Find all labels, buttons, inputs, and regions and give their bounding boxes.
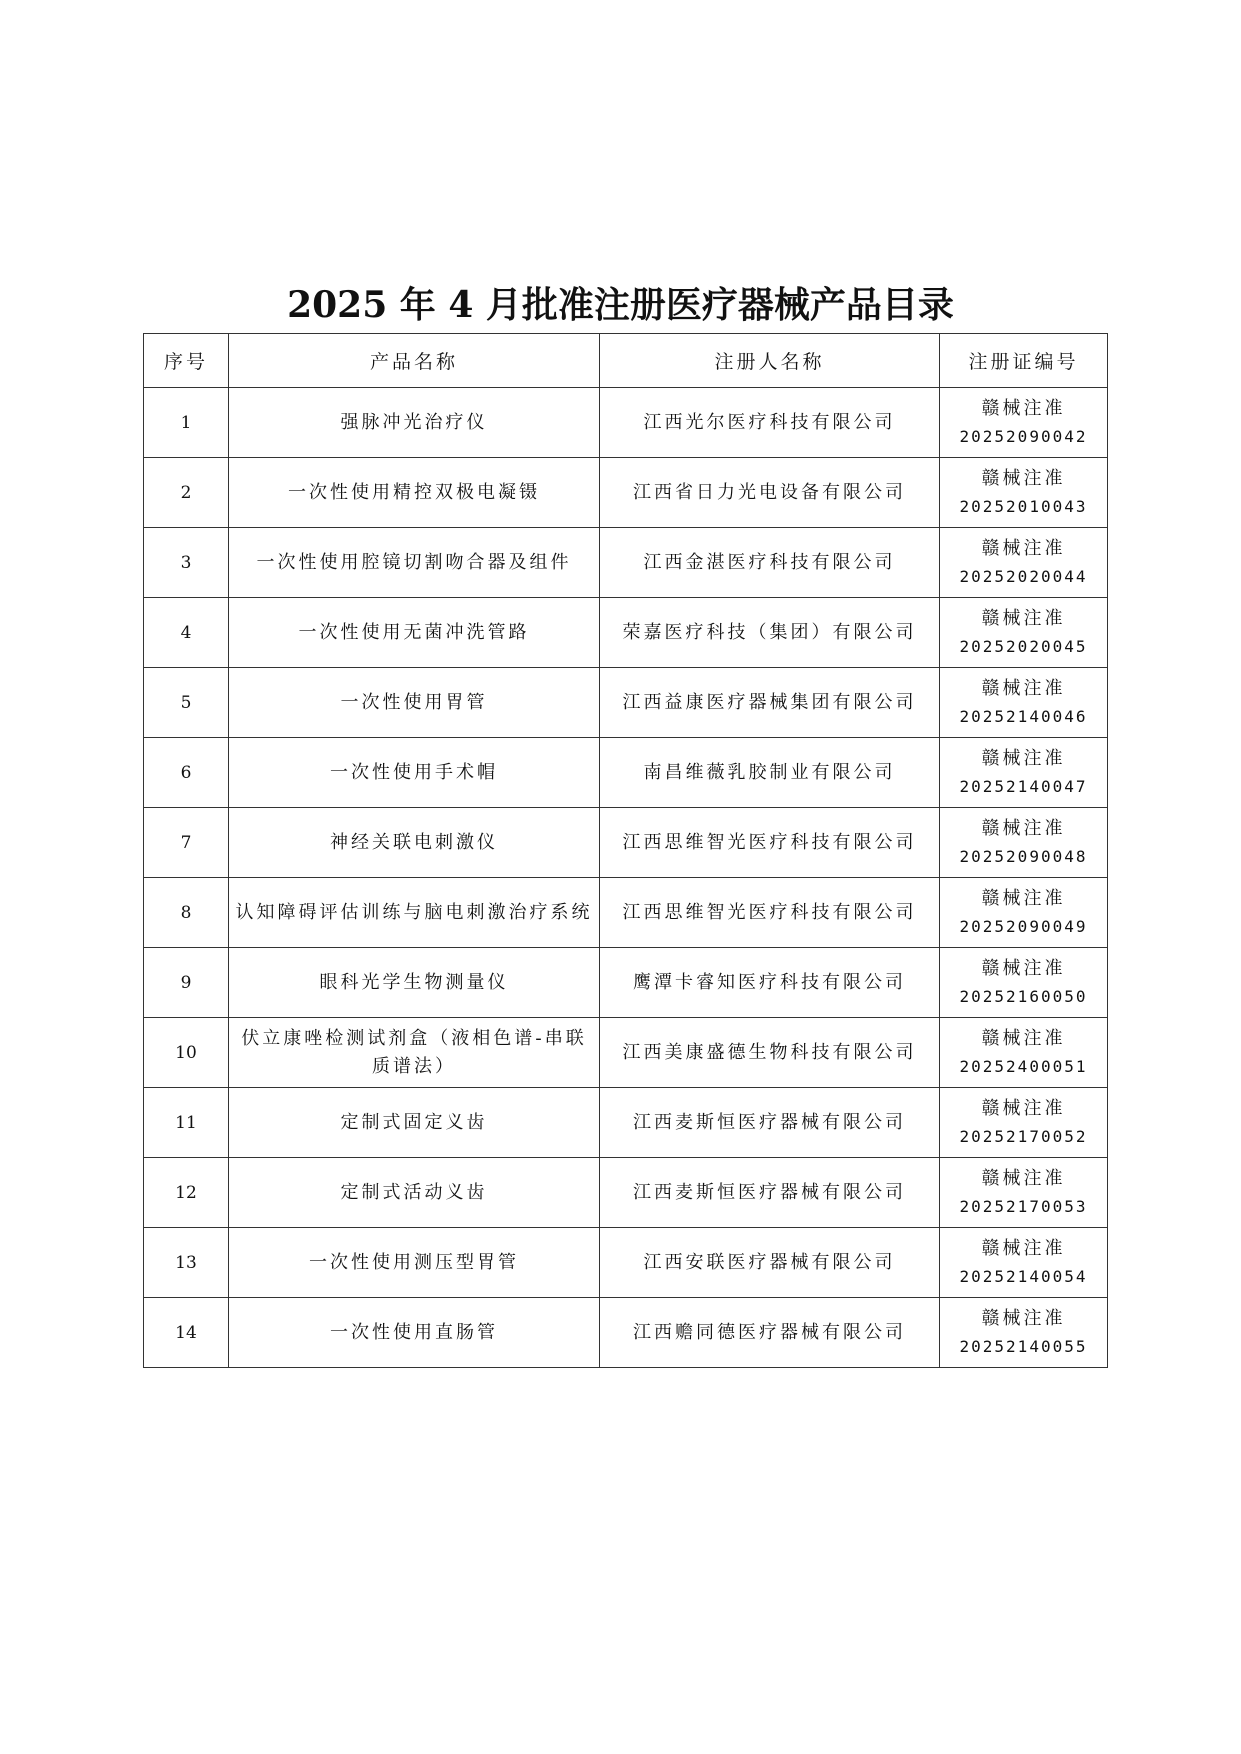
certificate-number: 20252400051	[959, 1056, 1088, 1076]
cell-registrant-name: 江西思维智光医疗科技有限公司	[600, 878, 940, 948]
table-row	[144, 738, 1108, 808]
page-title: 2025 年 4 月批准注册医疗器械产品目录	[287, 284, 954, 326]
cell-certificate-number	[940, 458, 1108, 528]
certificate-prefix: 赣械注准	[981, 1167, 1066, 1189]
table-row	[144, 388, 1108, 458]
certificate-prefix: 赣械注准	[981, 1027, 1066, 1049]
certificate-number: 20252140054	[959, 1266, 1088, 1286]
cell-serial-number: 12	[144, 1158, 229, 1228]
table-header-row	[144, 334, 1108, 388]
certificate-number: 20252010043	[959, 496, 1088, 516]
certificate-prefix: 赣械注准	[981, 607, 1066, 629]
cell-certificate-number	[940, 388, 1108, 458]
table-row	[144, 1088, 1108, 1158]
product-catalog-table	[143, 333, 1108, 1368]
cell-product-name: 认知障碍评估训练与脑电刺激治疗系统	[229, 878, 600, 948]
cell-registrant-name: 江西麦斯恒医疗器械有限公司	[600, 1088, 940, 1158]
header-serial-number: 序号	[144, 334, 229, 388]
table-row	[144, 948, 1108, 1018]
cell-registrant-name: 南昌维薇乳胶制业有限公司	[600, 738, 940, 808]
cell-certificate-number	[940, 528, 1108, 598]
certificate-number: 20252160050	[959, 986, 1088, 1006]
table-body	[144, 388, 1108, 1368]
table-row	[144, 1158, 1108, 1228]
cell-product-name: 一次性使用手术帽	[229, 738, 600, 808]
cell-registrant-name: 江西安联医疗器械有限公司	[600, 1228, 940, 1298]
cell-serial-number: 14	[144, 1298, 229, 1368]
cell-product-name: 一次性使用测压型胃管	[229, 1228, 600, 1298]
table-row	[144, 808, 1108, 878]
cell-serial-number: 3	[144, 528, 229, 598]
header-product-name: 产品名称	[229, 334, 600, 388]
cell-product-name: 神经关联电刺激仪	[229, 808, 600, 878]
table-row	[144, 1228, 1108, 1298]
cell-serial-number: 9	[144, 948, 229, 1018]
cell-product-name: 一次性使用精控双极电凝镊	[229, 458, 600, 528]
cell-serial-number: 4	[144, 598, 229, 668]
header-certificate-number: 注册证编号	[940, 334, 1108, 388]
cell-serial-number: 5	[144, 668, 229, 738]
cell-registrant-name: 荣嘉医疗科技（集团）有限公司	[600, 598, 940, 668]
cell-registrant-name: 江西赡同德医疗器械有限公司	[600, 1298, 940, 1368]
cell-serial-number: 10	[144, 1018, 229, 1088]
cell-certificate-number	[940, 738, 1108, 808]
table-row	[144, 528, 1108, 598]
certificate-prefix: 赣械注准	[981, 537, 1066, 559]
cell-certificate-number	[940, 1228, 1108, 1298]
certificate-number: 20252090049	[959, 916, 1088, 936]
cell-registrant-name: 江西光尔医疗科技有限公司	[600, 388, 940, 458]
certificate-number: 20252090048	[959, 846, 1088, 866]
cell-registrant-name: 江西思维智光医疗科技有限公司	[600, 808, 940, 878]
certificate-number: 20252170052	[959, 1126, 1088, 1146]
cell-serial-number: 1	[144, 388, 229, 458]
cell-product-name: 定制式固定义齿	[229, 1088, 600, 1158]
cell-certificate-number	[940, 1298, 1108, 1368]
cell-product-name: 一次性使用胃管	[229, 668, 600, 738]
cell-certificate-number	[940, 808, 1108, 878]
cell-product-name: 一次性使用无菌冲洗管路	[229, 598, 600, 668]
cell-certificate-number	[940, 1158, 1108, 1228]
cell-serial-number: 11	[144, 1088, 229, 1158]
table-row	[144, 668, 1108, 738]
cell-product-name: 强脉冲光治疗仪	[229, 388, 600, 458]
cell-registrant-name: 江西益康医疗器械集团有限公司	[600, 668, 940, 738]
header-registrant-name: 注册人名称	[600, 334, 940, 388]
cell-certificate-number	[940, 948, 1108, 1018]
certificate-number: 20252020044	[959, 566, 1088, 586]
cell-serial-number: 7	[144, 808, 229, 878]
cell-product-name: 眼科光学生物测量仪	[229, 948, 600, 1018]
table-row	[144, 458, 1108, 528]
certificate-prefix: 赣械注准	[981, 1097, 1066, 1119]
cell-product-name: 一次性使用直肠管	[229, 1298, 600, 1368]
certificate-number: 20252140046	[959, 706, 1088, 726]
table-row	[144, 598, 1108, 668]
cell-registrant-name: 江西美康盛德生物科技有限公司	[600, 1018, 940, 1088]
cell-serial-number: 8	[144, 878, 229, 948]
certificate-prefix: 赣械注准	[981, 747, 1066, 769]
certificate-prefix: 赣械注准	[981, 677, 1066, 699]
cell-serial-number: 13	[144, 1228, 229, 1298]
certificate-prefix: 赣械注准	[981, 1307, 1066, 1329]
cell-certificate-number	[940, 878, 1108, 948]
certificate-prefix: 赣械注准	[981, 887, 1066, 909]
cell-product-name: 伏立康唑检测试剂盒（液相色谱-串联质谱法）	[229, 1018, 600, 1088]
certificate-number: 20252090042	[959, 426, 1088, 446]
cell-certificate-number	[940, 1018, 1108, 1088]
cell-serial-number: 2	[144, 458, 229, 528]
cell-product-name: 定制式活动义齿	[229, 1158, 600, 1228]
table-row	[144, 1298, 1108, 1368]
table-row	[144, 878, 1108, 948]
certificate-number: 20252170053	[959, 1196, 1088, 1216]
cell-registrant-name: 江西省日力光电设备有限公司	[600, 458, 940, 528]
certificate-prefix: 赣械注准	[981, 1237, 1066, 1259]
cell-registrant-name: 江西麦斯恒医疗器械有限公司	[600, 1158, 940, 1228]
cell-serial-number: 6	[144, 738, 229, 808]
certificate-prefix: 赣械注准	[981, 957, 1066, 979]
cell-registrant-name: 鹰潭卡睿知医疗科技有限公司	[600, 948, 940, 1018]
table-row	[144, 1018, 1108, 1088]
cell-certificate-number	[940, 668, 1108, 738]
certificate-number: 20252020045	[959, 636, 1088, 656]
certificate-number: 20252140055	[959, 1336, 1088, 1356]
cell-certificate-number	[940, 598, 1108, 668]
certificate-prefix: 赣械注准	[981, 397, 1066, 419]
cell-product-name: 一次性使用腔镜切割吻合器及组件	[229, 528, 600, 598]
certificate-prefix: 赣械注准	[981, 817, 1066, 839]
certificate-number: 20252140047	[959, 776, 1088, 796]
certificate-prefix: 赣械注准	[981, 467, 1066, 489]
cell-certificate-number	[940, 1088, 1108, 1158]
cell-registrant-name: 江西金湛医疗科技有限公司	[600, 528, 940, 598]
